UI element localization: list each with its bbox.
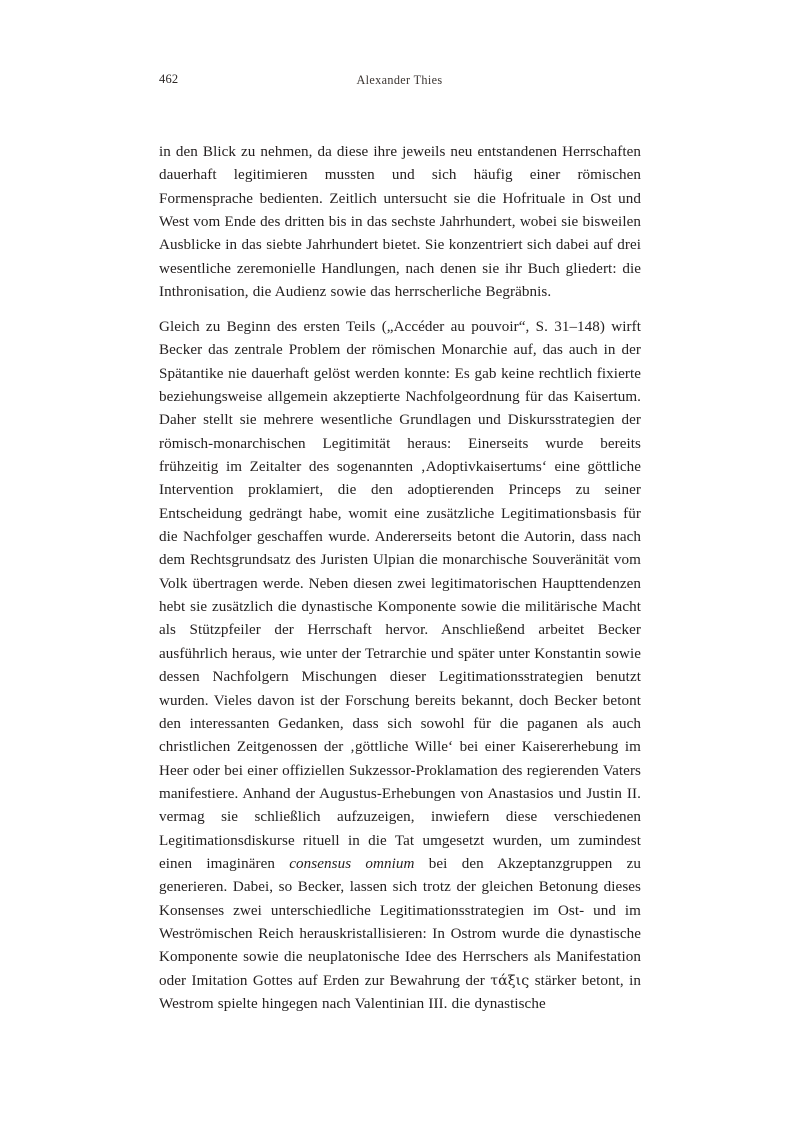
running-head-author: Alexander Thies [356, 73, 443, 87]
paragraph-1: in den Blick zu nehmen, da diese ihre jeweils neu entstandenen Herrschaften dauerhaft legitimieren mussten und sich häufig einer römischen Formensprache bedienten. Zeitlich untersucht sie die Hofrituale in Ost und West vom Ende des dritten bis in das sechste Jahrhundert, wobei sie bisweilen Ausblicke in das siebte Jahrhundert bietet. Sie konzentriert sich dabei auf drei wesentliche zeremonielle Handlungen, nach denen sie ihr Buch gliedert: die Inthronisation, die Audienz sowie das herrscherliche Begräbnis. [159, 144, 641, 301]
latin-phrase-italic: consensus omnium [289, 855, 415, 872]
paragraph-2: Gleich zu Beginn des ersten Teils („Accéder au pouvoir“, S. 31–148) wirft Becker das zentrale Problem der römischen Monarchie auf, das auch in der Spätantike nie dauerhaft gelöst werden konnte: Es gab keine rechtlich fixierte beziehungsweise allgemein akzeptierte Nachfolgeordnung für das Kaisertum. Daher stellt sie mehrere wesentliche Grundlagen und Diskursstrategien der römisch-monarchischen Legitimität heraus: Einerseits wurde bereits frühzeitig im Zeitalter des sogenannten ‚Adoptivkaisertums‘ eine göttliche Intervention proklamiert, die den adoptierenden Princeps zu seiner Entscheidung gedrängt habe, womit eine zusätzliche Legitimationsbasis für die Nachfolger geschaffen wurde. Andererseits betont die Autorin, dass nach dem Rechtsgrundsatz des Juristen Ulpian die monarchische Souveränität vom Volk übertragen werde. Neben diesen zwei legitimatorischen Haupttendenzen hebt sie zusätzlich die dynastische Komponente sowie die militärische Macht als Stützpfeiler der Herrschaft hervor. Anschließend arbeitet Becker ausführlich heraus, wie unter der Tetrarchie und später unter Konstantin sowie dessen Nachfolgern Mischungen dieser Legitimationsstrategien benutzt wurden. Vieles davon ist der Forschung bereits bekannt, doch Becker betont den interessanten Gedanken, dass sich sowohl für die paganen als auch christlichen Zeitgenossen der ‚göttliche Wille‘ bei einer Kaisererhebung im Heer oder bei einer offiziellen Sukzessor-Proklamation des regierenden Vaters manifestiere. Anhand der Augustus-Erhebungen von Anastasios und Justin II. vermag sie schließlich aufzuzeigen, inwiefern diese verschiedenen Legitimationsdiskurse rituell in die Tat umgesetzt wurden, um zumindest einen imaginären consensus omnium bei den Akzeptanzgruppen zu generieren. Dabei, so Becker, lassen sich trotz der gleichen Betonung dieses Konsenses zwei unterschiedliche Legitimationsstrategien im Ost- und im Weströmischen Reich herauskristallisieren: In Ostrom wurde die dynastische Komponente sowie die neuplatonische Idee des Herrschers als Manifestation oder Imitation Gottes auf Erden zur Bewahrung der τάξις stärker betont, in Westrom spielte hingegen nach Valentinian III. die dynastische [159, 319, 641, 1012]
body-text-column [159, 141, 641, 1016]
page-header [159, 72, 640, 88]
greek-term: τάξις [490, 972, 530, 989]
page-number: 462 [159, 72, 179, 86]
